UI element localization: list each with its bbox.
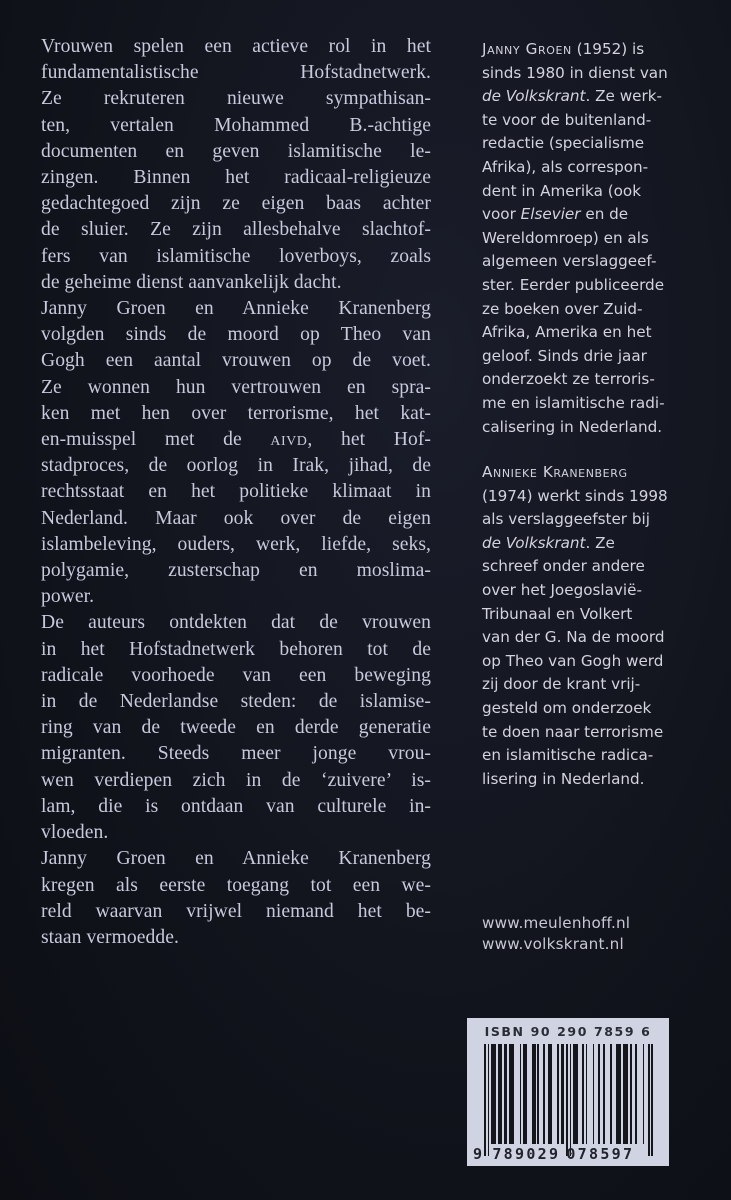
blurb-line: de geheime dienst aanvankelijk dacht.	[41, 271, 342, 293]
bio-line: geloof. Sinds drie jaar	[482, 346, 647, 365]
blurb-paragraph	[41, 846, 431, 951]
publication-title: Elsevier	[520, 205, 581, 224]
blurb-line: zingen. Binnen het radicaal-religieuze	[41, 167, 431, 189]
bio-line: Afrika, Amerika en het	[482, 323, 652, 342]
acronym: aivd	[270, 429, 308, 451]
blurb-line: gedachtegoed zijn ze eigen baas achter	[41, 193, 431, 215]
blurb-paragraph	[41, 34, 431, 296]
bio-line: redactie (specialisme	[482, 134, 645, 153]
blurb-line: Vrouwen spelen een actieve rol in het	[41, 36, 431, 57]
isbn-label: ISBN 90 290 7859 6	[484, 1024, 652, 1039]
author-name: Annieke Kranenberg	[482, 463, 628, 482]
bio-line: en islamitische radica-	[482, 746, 654, 765]
blurb-line: Ze wonnen hun vertrouwen en spra-	[41, 376, 431, 398]
bio-line: te voor de buitenland-	[482, 110, 652, 129]
publication-title: de Volkskrant	[482, 87, 586, 106]
bio-line: over het Joegoslavië-	[482, 581, 642, 600]
bio-line: te doen naar terrorisme	[482, 722, 664, 741]
bio-line: ze boeken over Zuid-	[482, 299, 643, 318]
bio-line: als verslaggeefster bij	[482, 510, 650, 529]
bio-line: Tribunaal en Volkert	[482, 604, 633, 623]
blurb-line: rechtsstaat en het politieke klimaat in	[41, 481, 431, 503]
blurb-line: stadproces, de oorlog in Irak, jihad, de	[41, 455, 431, 477]
blurb-line: radicale voorhoede van een beweging	[41, 664, 431, 686]
blurb-line: in de Nederlandse steden: de islamise-	[41, 691, 431, 713]
blurb-column	[41, 34, 431, 951]
blurb-line: in het Hofstadnetwerk behoren tot de	[41, 638, 431, 660]
bio-line: de Volkskrant. Ze werk-	[482, 87, 662, 106]
barcode-bars	[484, 1044, 654, 1144]
link-meulenhoff[interactable]: www.meulenhoff.nl	[482, 914, 631, 932]
bio-line: calisering in Nederland.	[482, 417, 663, 436]
bio-line: Wereldomroep) en als	[482, 228, 649, 247]
blurb-line: ken met hen over terrorisme, het kat-	[41, 402, 431, 424]
bio-line: Afrika), als correspon-	[482, 157, 649, 176]
blurb-line: Gogh een aantal vrouwen op de voet.	[41, 350, 431, 372]
bio-line: van der G. Na de moord	[482, 628, 665, 647]
blurb-line: Nederland. Maar ook over de eigen	[41, 507, 431, 529]
publication-title: de Volkskrant	[482, 533, 586, 552]
bio-line	[482, 461, 712, 485]
bio-line: algemeen verslaggeef-	[482, 252, 657, 271]
blurb-line: en-muisspel met de aivd, het Hof-	[41, 429, 431, 451]
bio-line: dent in Amerika (ook	[482, 181, 642, 200]
blurb-line: fundamentalistische Hofstadnetwerk.	[41, 62, 431, 84]
bio-line: voor Elsevier en de	[482, 205, 629, 224]
link-volkskrant[interactable]: www.volkskrant.nl	[482, 935, 624, 953]
author-bios-column	[482, 38, 712, 791]
blurb-line: staan vermoedde.	[41, 926, 179, 948]
blurb-line: ten, vertalen Mohammed B.-achtige	[41, 114, 431, 136]
ean-left-group: 789029	[492, 1145, 561, 1163]
ean-first-digit: 9	[473, 1145, 485, 1163]
bio-line: de Volkskrant. Ze	[482, 533, 615, 552]
blurb-line: Janny Groen en Annieke Kranenberg	[41, 848, 431, 870]
bio-line: ster. Eerder publiceerde	[482, 275, 665, 294]
author-name: Janny Groen	[482, 40, 572, 58]
ean-right-group: 078597	[566, 1145, 635, 1163]
blurb-line: De auteurs ontdekten dat de vrouwen	[41, 612, 431, 634]
blurb-line: Janny Groen en Annieke Kranenberg	[41, 298, 431, 320]
blurb-paragraph	[41, 610, 431, 846]
blurb-line: wen verdiepen zich in de ‘zuivere’ is-	[41, 769, 431, 791]
blurb-line: de sluier. Ze zijn allesbehalve slachtof-	[41, 219, 431, 241]
blurb-line: documenten en geven islamitische le-	[41, 140, 431, 162]
isbn-barcode	[467, 1018, 669, 1166]
blurb-line: kregen als eerste toegang tot een we-	[41, 874, 431, 896]
author-bio	[482, 461, 712, 791]
publisher-links	[482, 913, 630, 955]
blurb-line: power.	[41, 586, 95, 608]
bio-line: onderzoekt ze terroris-	[482, 370, 655, 389]
bio-line: sinds 1980 in dienst van	[482, 63, 668, 82]
blurb-line: volgden sinds de moord op Theo van	[41, 324, 431, 346]
blurb-line: islambeleving, ouders, werk, liefde, seks,	[41, 533, 431, 555]
blurb-line: fers van islamitische loverboys, zoals	[41, 245, 431, 267]
blurb-line: reld waarvan vrijwel niemand het be-	[41, 900, 431, 922]
blurb-line: Ze rekruteren nieuwe sympathisan-	[41, 88, 431, 110]
bio-line: lisering in Nederland.	[482, 769, 645, 788]
ean-digits	[473, 1145, 634, 1163]
blurb-paragraph	[41, 296, 431, 610]
bio-line: zij door de krant vrij-	[482, 675, 641, 694]
blurb-line: polygamie, zusterschap en moslima-	[41, 560, 431, 582]
blurb-line: vloeden.	[41, 822, 109, 844]
bio-line: schreef onder andere	[482, 557, 645, 576]
blurb-line: migranten. Steeds meer jonge vrou-	[41, 743, 431, 765]
bio-line: Janny Groen (1952) is	[482, 40, 645, 58]
author-bio	[482, 38, 712, 439]
bio-line: op Theo van Gogh werd	[482, 651, 664, 670]
bio-line: (1974) werkt sinds 1998	[482, 486, 668, 505]
bio-line: me en islamitische radi-	[482, 393, 665, 412]
bio-line: gesteld om onderzoek	[482, 699, 652, 718]
blurb-line: ring van de tweede en derde generatie	[41, 717, 431, 739]
blurb-line: lam, die is ontdaan van culturele in-	[41, 795, 431, 817]
